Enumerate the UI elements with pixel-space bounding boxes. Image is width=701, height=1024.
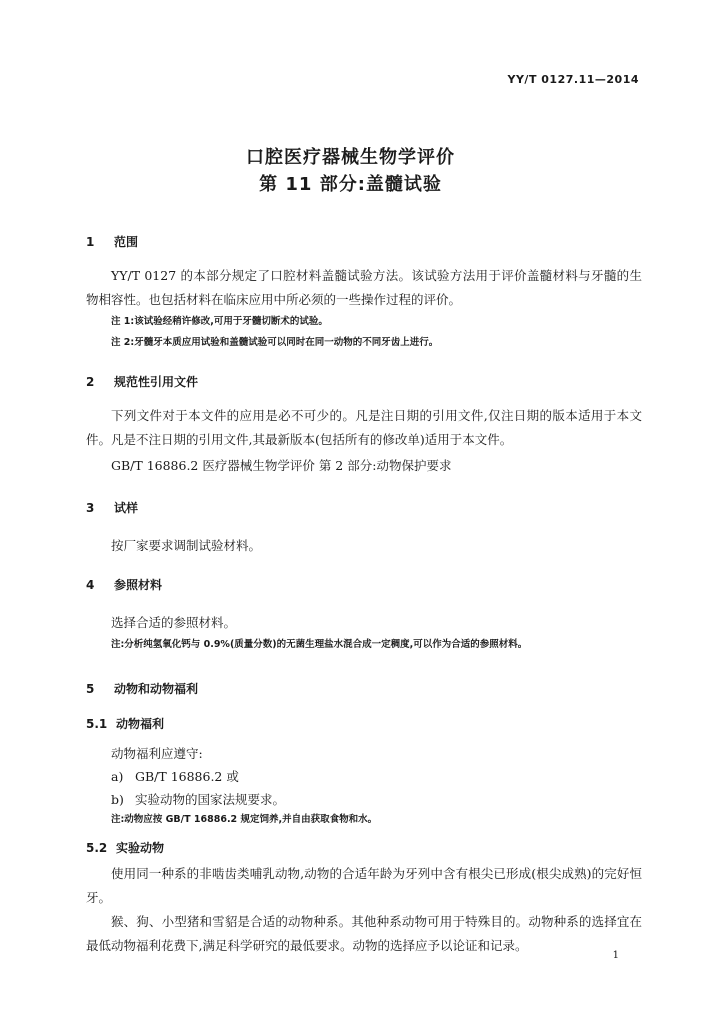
document-subtitle: 第 11 部分:盖髓试验 — [259, 174, 442, 195]
section-number: 1 — [86, 235, 95, 249]
list-marker: b) — [111, 792, 124, 807]
list-item — [111, 790, 285, 808]
section-1-note-2: 注 2:牙髓牙本质应用试验和盖髓试验可以同时在同一动物的不同牙齿上进行。 — [111, 337, 439, 348]
section-number: 5 — [86, 682, 95, 696]
section-4-heading — [86, 576, 162, 593]
section-5-1-note: 注:动物应按 GB/T 16886.2 规定饲养,并自由获取食物和水。 — [111, 814, 378, 825]
section-2-paragraph: 下列文件对于本文件的应用是必不可少的。凡是注日期的引用文件,仅注日期的版本适用于本文件。凡是不注日期的引用文件,其最新版本(包括所有的修改单)适用于本文件。 — [86, 408, 642, 447]
section-5-1-heading — [86, 715, 164, 732]
section-number: 5.1 — [86, 717, 108, 731]
list-text: 实验动物的国家法规要求。 — [135, 792, 286, 807]
section-4-paragraph: 选择合适的参照材料。 — [111, 615, 237, 630]
section-title: 参照材料 — [114, 578, 163, 592]
section-number: 4 — [86, 578, 95, 592]
section-5-2-paragraph-1: 使用同一种系的非啮齿类哺乳动物,动物的合适年龄为牙列中含有根尖已形成(根尖成熟)的完好恒牙。 — [86, 866, 642, 905]
section-title: 规范性引用文件 — [114, 375, 199, 389]
section-3-heading — [86, 499, 138, 516]
section-4-note: 注:分析纯氢氧化钙与 0.9%(质量分数)的无菌生理盐水混合成一定稠度,可以作为合适的参照材料。 — [111, 639, 528, 650]
section-number: 5.2 — [86, 841, 108, 855]
section-2-heading — [86, 373, 198, 390]
section-5-2-heading — [86, 839, 164, 856]
document-title: 口腔医疗器械生物学评价 — [246, 147, 455, 168]
section-title: 范围 — [114, 235, 139, 249]
section-1-heading — [86, 233, 138, 250]
section-5-heading — [86, 680, 198, 697]
section-number: 2 — [86, 375, 95, 389]
section-1-note-1: 注 1:该试验经稍许修改,可用于牙髓切断术的试验。 — [111, 316, 328, 327]
section-1-paragraph: YY/T 0127 的本部分规定了口腔材料盖髓试验方法。该试验方法用于评价盖髓材料与牙髓的生物相容性。也包括材料在临床应用中所必须的一些操作过程的评价。 — [86, 268, 642, 307]
page-number: 1 — [612, 950, 619, 961]
list-item — [111, 767, 239, 785]
document-code: YY/T 0127.11—2014 — [507, 73, 639, 86]
list-marker: a) — [111, 769, 124, 784]
section-title: 实验动物 — [116, 841, 165, 855]
list-text: GB/T 16886.2 或 — [135, 769, 239, 784]
section-5-2-paragraph-2: 猴、狗、小型猪和雪貂是合适的动物种系。其他种系动物可用于特殊目的。动物种系的选择宜在最低动物福利花费下,满足科学研究的最低要求。动物的选择应予以论证和记录。 — [86, 914, 642, 953]
section-title: 试样 — [114, 501, 139, 515]
normative-reference: GB/T 16886.2 医疗器械生物学评价 第 2 部分:动物保护要求 — [111, 458, 452, 473]
animal-welfare-intro: 动物福利应遵守: — [111, 746, 203, 761]
section-title: 动物福利 — [116, 717, 165, 731]
section-3-paragraph: 按厂家要求调制试验材料。 — [111, 538, 262, 553]
section-number: 3 — [86, 501, 95, 515]
section-title: 动物和动物福利 — [114, 682, 199, 696]
